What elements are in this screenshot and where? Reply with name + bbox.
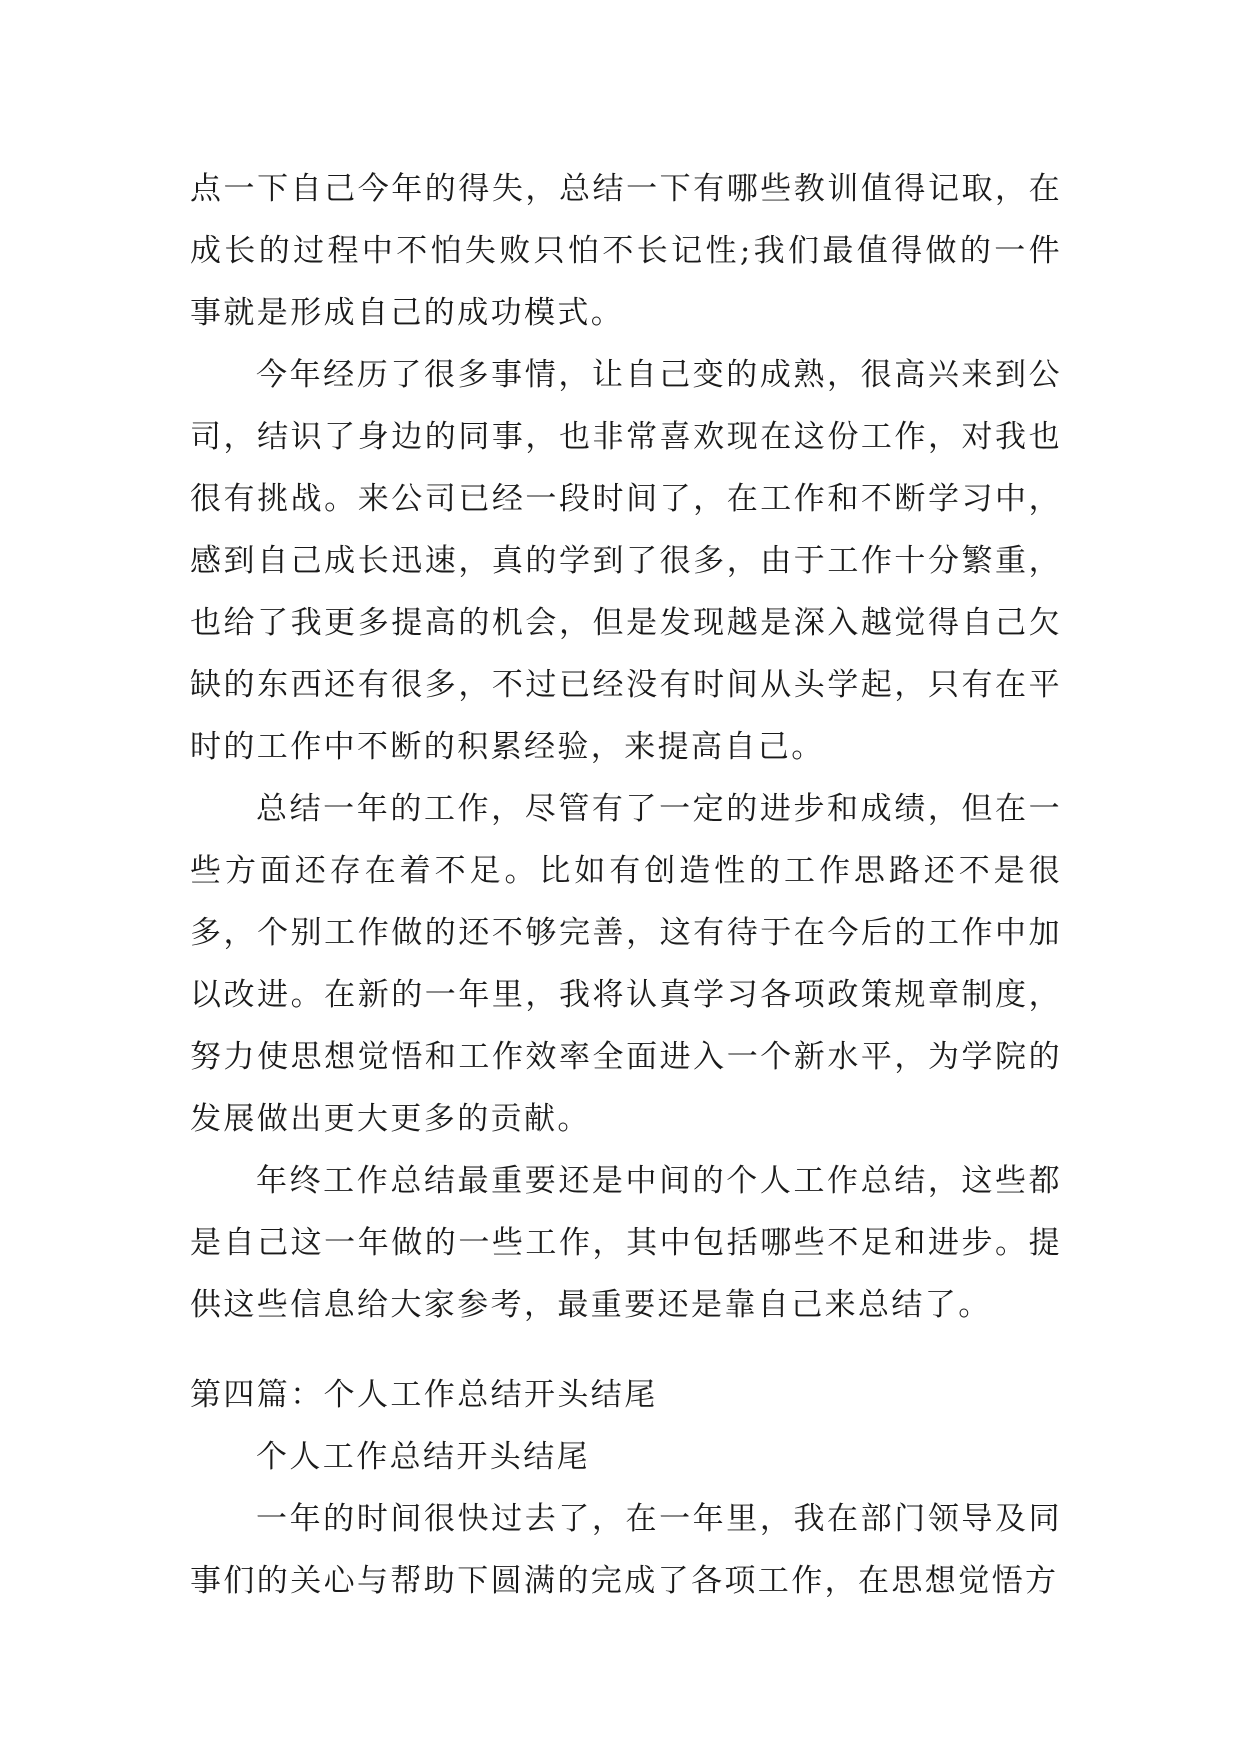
section-subheading: 个人工作总结开头结尾 xyxy=(256,1439,590,1475)
document-body xyxy=(190,158,1062,1612)
paragraph-2: 今年经历了很多事情，让自己变的成熟，很高兴来到公司，结识了身边的同事，也非常喜欢现在这份工作，对我也很有挑战。来公司已经一段时间了，在工作和不断学习中，感到自己成长迅速，真的学到了很多，由于工作十分繁重，也给了我更多提高的机会，但是发现越是深入越觉得自己欠缺的东西还有很多，不过已经没有时间从头学起，只有在平时的工作中不断的积累经验，来提高自己。 xyxy=(190,357,1062,765)
paragraph-1: 点一下自己今年的得失，总结一下有哪些教训值得记取，在成长的过程中不怕失败只怕不长记性;我们最值得做的一件事就是形成自己的成功模式。 xyxy=(190,171,1062,331)
section-heading: 第四篇：个人工作总结开头结尾 xyxy=(190,1377,658,1413)
paragraph-3: 总结一年的工作，尽管有了一定的进步和成绩，但在一些方面还存在着不足。比如有创造性的工作思路还不是很多，个别工作做的还不够完善，这有待于在今后的工作中加以改进。在新的一年里，我将认真学习各项政策规章制度，努力使思想觉悟和工作效率全面进入一个新水平，为学院的发展做出更大更多的贡献。 xyxy=(190,791,1062,1137)
paragraph-4: 年终工作总结最重要还是中间的个人工作总结，这些都是自己这一年做的一些工作，其中包括哪些不足和进步。提供这些信息给大家参考，最重要还是靠自己来总结了。 xyxy=(190,1163,1062,1323)
paragraph-5: 一年的时间很快过去了，在一年里，我在部门领导及同事们的关心与帮助下圆满的完成了各项工作，在思想觉悟方 xyxy=(190,1501,1062,1599)
